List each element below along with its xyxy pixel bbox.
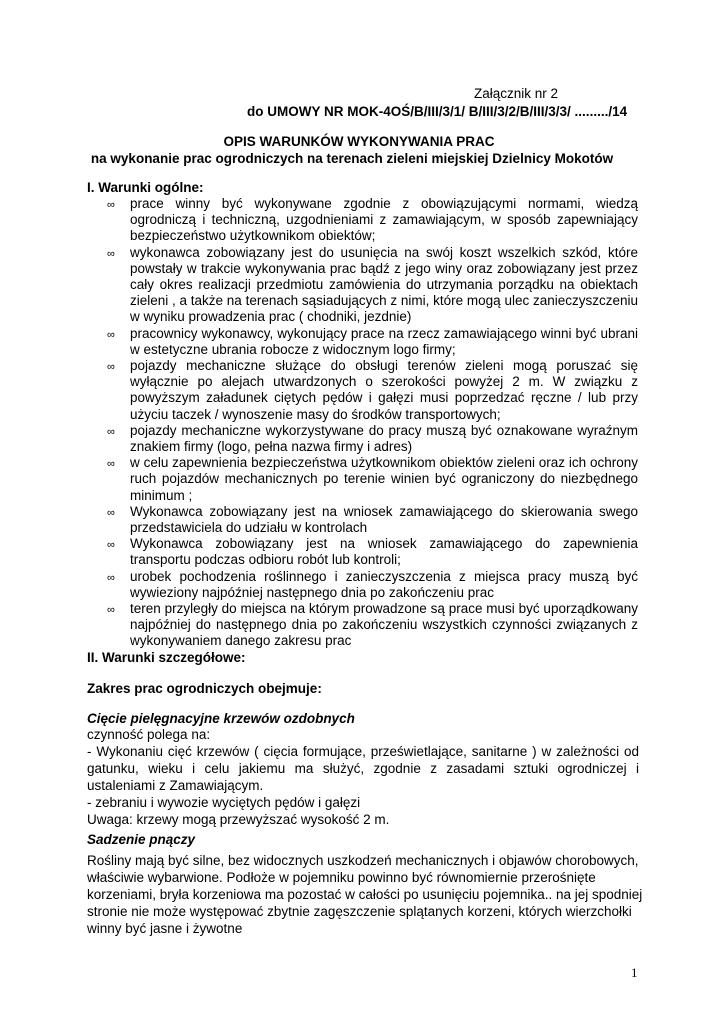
bullet-marker: ∞	[107, 247, 115, 260]
list-item: ∞ teren przyległy do miejsca na którym prowadzone są prace musi być uporządkowany najpóźniej do następnego dnia po zakończeniu wszystkich czynności związanych z wykonywaniem danego zakresu prac	[107, 601, 638, 649]
scope-heading: Zakres prac ogrodniczych obejmuje:	[87, 681, 322, 696]
bullet-marker: ∞	[107, 328, 115, 341]
climbers-heading: Sadzenie pnączy	[87, 832, 196, 847]
list-item: ∞ pojazdy mechaniczne wykorzystywane do pracy muszą być oznakowane wyraźnym znakiem firmy (logo, pełna nazwa firmy i adres)	[107, 422, 638, 455]
document-title: OPIS WARUNKÓW WYKONYWANIA PRAC	[223, 134, 495, 149]
bullet-marker: ∞	[107, 506, 115, 519]
list-item: ∞ pracownicy wykonawcy, wykonujący prace na rzecz zamawiającego winni być ubrani w estetyczne ubrania robocze z widocznym logo firmy;	[107, 325, 638, 357]
bullet-marker: ∞	[107, 571, 115, 584]
general-conditions-list	[107, 196, 638, 650]
document-subtitle: na wykonanie prac ogrodniczych na terenach zieleni miejskiej Dzielnicy Mokotów	[90, 151, 614, 166]
pruning-paragraph: czynność polega na: - Wykonaniu cięć krzewów ( cięcia formujące, prześwietlające, sanitarne ) w zależności od gatunku, wieku i celu jakiemu ma służyć, zgodnie z zasadami sztuki ogrodniczej i ustaleniami z Zamawiającym. - zebraniu i wywozie wyciętych pędów i gałęzi Uwaga: krzewy mogą przewyższać wysokość 2 m.	[87, 727, 639, 827]
bullet-marker: ∞	[107, 361, 115, 374]
list-item: ∞ pojazdy mechaniczne służące do obsługi terenów zieleni mogą poruszać się wyłącznie po alejach utwardzonych o szerokości powyżej 2 m. W związku z powyższym załadunek ciętych pędów i gałęzi musi poprzedzać ręczne / lub przy użyciu taczek / wynoszenie masy do środków transportowych;	[107, 358, 638, 422]
climbers-paragraph: Rośliny mają być silne, bez widocznych uszkodzeń mechanicznych i objawów chorobowych, właściwie wybarwione. Podłoże w pojemniku powinno być równomiernie przerośnięte korzeniami, bryła korzeniowa ma pozostać w całości po usunięciu pojemnika.. na jej spodniej stronie nie może występować zbytnie zagęszczenie splątanych korzeni, których wierzchołki winny być jasne i żywotne	[87, 853, 643, 936]
list-item: ∞ Wykonawca zobowiązany jest na wniosek zamawiającego do skierowania swego przedstawiciela do udziału w kontrolach	[107, 503, 638, 536]
list-item: ∞ urobek pochodzenia roślinnego i zanieczyszczenia z miejsca pracy muszą być wywieziony najpóźniej następnego dnia po zakończeniu prac	[107, 568, 638, 600]
list-item: ∞ Wykonawca zobowiązany jest na wniosek zamawiającego do zapewnienia transportu podczas odbioru robót lub kontroli;	[107, 536, 638, 568]
bullet-marker: ∞	[107, 604, 115, 617]
contract-reference: do UMOWY NR MOK-4OŚ/B/III/3/1/ B/III/3/2/B/III/3/3/ ........./14	[247, 104, 628, 119]
list-item: ∞ w celu zapewnienia bezpieczeństwa użytkownikom obiektów zieleni oraz ich ochrony ruch pojazdów mechanicznych po terenie winien być ograniczony do niezbędnego minimum ;	[107, 455, 638, 503]
bullet-marker: ∞	[107, 425, 115, 438]
list-item: ∞ prace winny być wykonywane zgodnie z obowiązującymi normami, wiedzą ogrodniczą i techniczną, uzgodnieniami z zamawiającym, w sposób zapewniający bezpieczeństwo użytkownikom obiektów;	[107, 196, 638, 244]
list-item: ∞ wykonawca zobowiązany jest do usunięcia na swój koszt wszelkich szkód, które powstały w trakcie wykonywania prac bądź z jego winy oraz zobowiązany jest przez cały okres realizacji przedmiotu zamówienia do utrzymania porządku na obiektach zieleni , a także na terenach sąsiadujących z nimi, które mogą ulec zanieczyszczeniu w wyniku prowadzenia prac ( chodniki, jezdnie)	[107, 244, 639, 325]
bullet-marker: ∞	[107, 199, 115, 211]
section-2-heading: II. Warunki szczegółowe:	[87, 650, 246, 665]
attachment-label: Załącznik nr 2	[474, 86, 559, 101]
bullet-marker: ∞	[107, 539, 115, 552]
bullet-marker: ∞	[107, 458, 115, 471]
pruning-heading: Cięcie pielęgnacyjne krzewów ozdobnych	[87, 711, 355, 726]
section-1-heading: I. Warunki ogólne:	[87, 180, 204, 195]
page-number: 1	[631, 965, 638, 980]
